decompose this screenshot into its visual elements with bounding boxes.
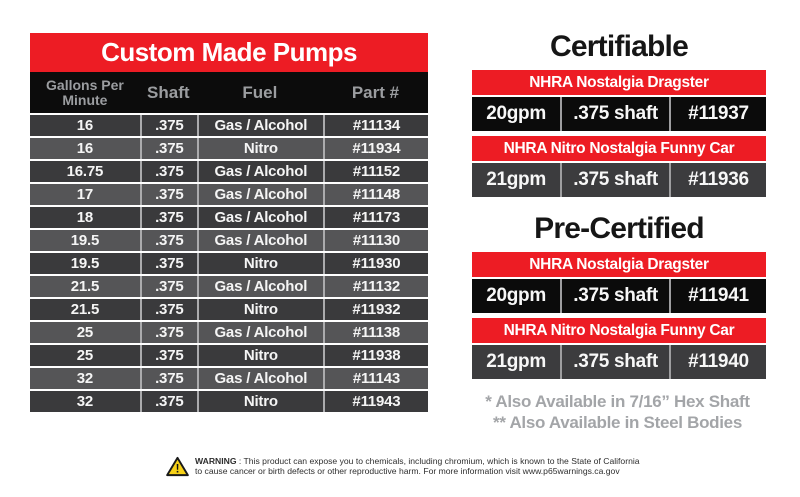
cell-part: #11934 xyxy=(323,138,428,159)
cell-part: #11138 xyxy=(323,322,428,343)
table-row xyxy=(30,113,428,136)
table-row xyxy=(30,320,428,343)
pumps-table-title: Custom Made Pumps xyxy=(30,33,428,72)
cell-part: #11152 xyxy=(323,161,428,182)
cell-gpm: 32 xyxy=(76,393,94,410)
cell-gpm: 19.5 xyxy=(70,232,100,249)
cell-part: #11937 xyxy=(669,97,766,131)
table-row xyxy=(30,343,428,366)
cell-shaft: .375 xyxy=(140,115,197,136)
cell-gpm: 20gpm xyxy=(486,285,546,306)
table-row xyxy=(472,97,766,131)
cell-fuel: Gas / Alcohol xyxy=(197,368,323,389)
column-header-gpm: Gallons Per Minute xyxy=(46,77,124,108)
cell-gpm: 16 xyxy=(76,117,94,134)
table-row xyxy=(30,274,428,297)
cell-shaft: .375 xyxy=(140,184,197,205)
cell-shaft: .375 xyxy=(140,230,197,251)
cell-shaft: .375 shaft xyxy=(560,279,669,313)
cell-shaft: .375 xyxy=(140,207,197,228)
cell-gpm: 21gpm xyxy=(486,351,546,372)
cell-shaft: .375 xyxy=(140,138,197,159)
warning-body: : This product can expose you to chemicals, including chromium, which is known to the State of California to cause cancer or birth defects or other reproductive harm. For more information visit www.p65warnings.ca.gov xyxy=(195,456,640,477)
cell-part: #11173 xyxy=(323,207,428,228)
warning-triangle-icon xyxy=(166,456,189,477)
cell-gpm: 21.5 xyxy=(70,278,100,295)
cell-part: #11940 xyxy=(669,345,766,379)
cell-gpm: 25 xyxy=(76,347,94,364)
certifiable-funnycar-label: NHRA Nitro Nostalgia Funny Car xyxy=(472,136,766,161)
cell-fuel: Gas / Alcohol xyxy=(197,207,323,228)
pre-certified-funnycar-label: NHRA Nitro Nostalgia Funny Car xyxy=(472,318,766,343)
table-row xyxy=(30,297,428,320)
custom-made-pumps-table xyxy=(30,33,428,412)
cell-gpm: 16 xyxy=(76,140,94,157)
table-row xyxy=(30,182,428,205)
table-row xyxy=(472,345,766,379)
pre-certified-table xyxy=(472,252,766,379)
cell-fuel: Nitro xyxy=(197,138,323,159)
cell-fuel: Gas / Alcohol xyxy=(197,161,323,182)
cell-shaft: .375 shaft xyxy=(560,163,669,197)
cell-gpm: 17 xyxy=(76,186,94,203)
column-header-shaft: Shaft xyxy=(147,82,190,102)
column-header-part: Part # xyxy=(351,82,400,102)
cell-part: #11930 xyxy=(323,253,428,274)
cell-shaft: .375 shaft xyxy=(560,345,669,379)
cell-part: #11134 xyxy=(323,115,428,136)
cell-gpm: 18 xyxy=(76,209,94,226)
footnote-steel-bodies: ** Also Available in Steel Bodies xyxy=(493,413,742,432)
cell-fuel: Nitro xyxy=(197,299,323,320)
cell-gpm: 32 xyxy=(76,370,94,387)
cell-shaft: .375 xyxy=(140,253,197,274)
cell-fuel: Gas / Alcohol xyxy=(197,184,323,205)
certifiable-heading: Certifiable xyxy=(550,30,688,63)
cell-part: #11938 xyxy=(323,345,428,366)
warning-text xyxy=(195,456,647,477)
table-row xyxy=(30,366,428,389)
table-row xyxy=(30,228,428,251)
cell-shaft: .375 xyxy=(140,322,197,343)
table-row xyxy=(30,389,428,412)
cell-gpm: 21gpm xyxy=(486,169,546,190)
pre-certified-dragster-label: NHRA Nostalgia Dragster xyxy=(472,252,766,277)
cell-gpm: 21.5 xyxy=(70,301,100,318)
table-row xyxy=(30,205,428,228)
cell-gpm: 19.5 xyxy=(70,255,100,272)
column-header-fuel: Fuel xyxy=(242,82,278,102)
cell-shaft: .375 xyxy=(140,299,197,320)
pumps-table-rows xyxy=(30,113,428,412)
cell-fuel: Nitro xyxy=(197,345,323,366)
cell-shaft: .375 xyxy=(140,391,197,412)
cell-fuel: Nitro xyxy=(197,391,323,412)
cell-part: #11132 xyxy=(323,276,428,297)
cell-gpm: 25 xyxy=(76,324,94,341)
footnote-hex-shaft: * Also Available in 7/16” Hex Shaft xyxy=(485,392,750,411)
cell-part: #11941 xyxy=(669,279,766,313)
availability-footnotes xyxy=(440,391,795,433)
cell-shaft: .375 xyxy=(140,276,197,297)
table-row xyxy=(30,136,428,159)
pumps-table-column-header xyxy=(30,72,428,113)
cell-shaft: .375 xyxy=(140,368,197,389)
certifiable-table xyxy=(472,70,766,197)
cell-fuel: Gas / Alcohol xyxy=(197,115,323,136)
table-row xyxy=(30,251,428,274)
table-row xyxy=(30,159,428,182)
pre-certified-heading: Pre-Certified xyxy=(534,212,704,245)
cell-part: #11143 xyxy=(323,368,428,389)
warning-label: WARNING xyxy=(195,456,237,466)
cell-gpm: 20gpm xyxy=(486,103,546,124)
cell-fuel: Nitro xyxy=(197,253,323,274)
cell-shaft: .375 xyxy=(140,345,197,366)
cell-part: #11936 xyxy=(669,163,766,197)
cell-fuel: Gas / Alcohol xyxy=(197,322,323,343)
cell-fuel: Gas / Alcohol xyxy=(197,230,323,251)
cell-shaft: .375 xyxy=(140,161,197,182)
cell-fuel: Gas / Alcohol xyxy=(197,276,323,297)
cell-shaft: .375 shaft xyxy=(560,97,669,131)
cell-part: #11130 xyxy=(323,230,428,251)
cell-part: #11148 xyxy=(323,184,428,205)
certifiable-dragster-label: NHRA Nostalgia Dragster xyxy=(472,70,766,95)
prop65-warning xyxy=(166,456,651,477)
cell-part: #11932 xyxy=(323,299,428,320)
svg-text:!: ! xyxy=(175,463,180,476)
cell-part: #11943 xyxy=(323,391,428,412)
cell-gpm: 16.75 xyxy=(66,163,104,180)
table-row xyxy=(472,279,766,313)
table-row xyxy=(472,163,766,197)
